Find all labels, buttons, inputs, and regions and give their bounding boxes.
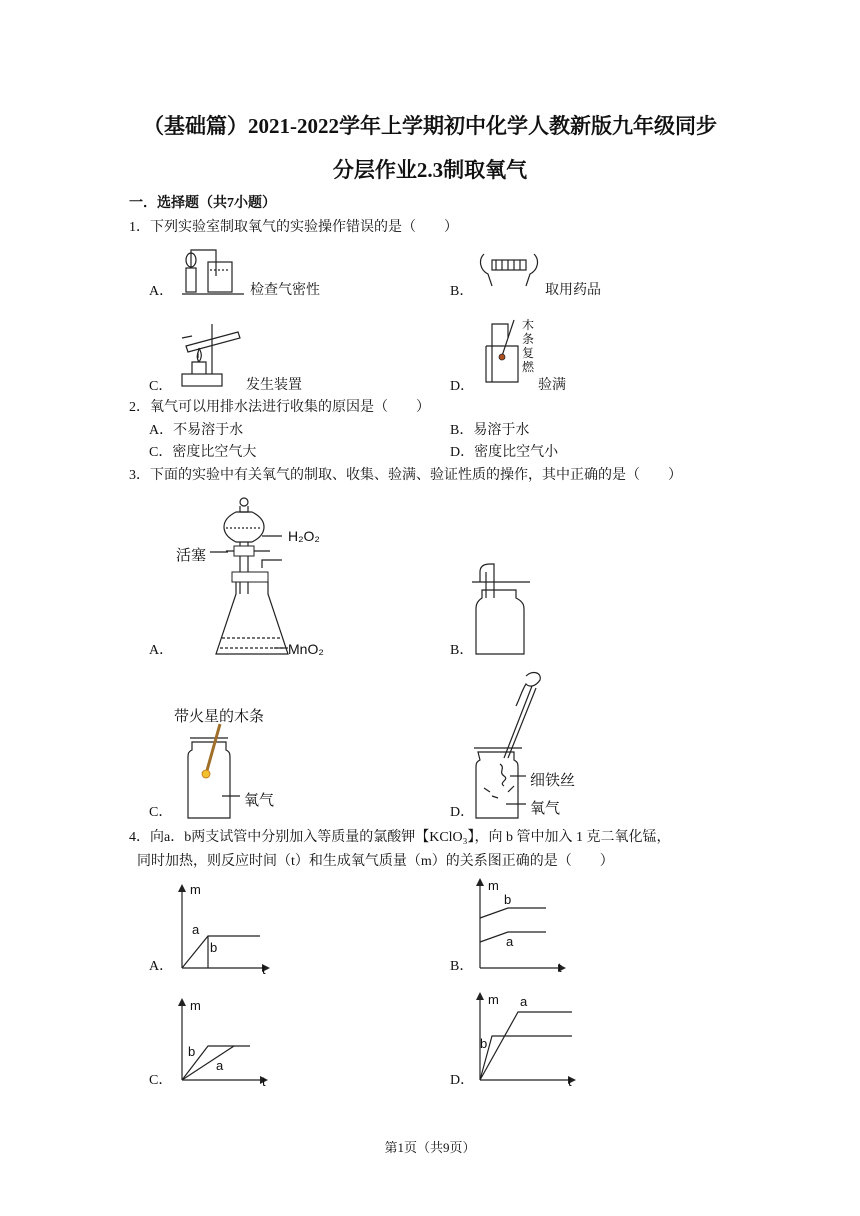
q4-b-axis-m: m	[488, 878, 499, 893]
q4-d-axis-t: t	[568, 1074, 572, 1089]
q3-option-a-letter: A．	[149, 643, 174, 658]
q3-option-c-letter: C．	[149, 805, 173, 820]
section-heading: 一．选择题（共7小题）	[129, 196, 276, 211]
q4-option-c-letter: C．	[149, 1073, 173, 1088]
q4-d-curve-b: b	[480, 1036, 488, 1051]
q2-option-d: D．密度比空气小	[450, 445, 559, 460]
q4-b-axis-t: t	[558, 960, 562, 975]
q4-a-curve-a: a	[192, 922, 200, 937]
q1-option-a-text: 检查气密性	[250, 283, 320, 298]
q2-option-b: B．易溶于水	[450, 423, 530, 438]
q1-d-splint-label: 木 条 复 燃	[522, 318, 535, 374]
q1-option-c-letter: C．	[149, 379, 173, 394]
q4-b-curve-b: b	[504, 892, 512, 907]
document-title-line1: （基础篇）2021-2022学年上学期初中化学人教新版九年级同步	[143, 114, 717, 138]
q4-a-curve-b: b	[210, 940, 218, 955]
q1-stem: 1．下列实验室制取氧气的实验操作错误的是（ ）	[129, 220, 458, 235]
q4-option-a-letter: A．	[149, 959, 174, 974]
q4-graph-b	[468, 874, 580, 974]
q1-a-airtight-image	[178, 246, 248, 296]
q4-d-axis-m: m	[488, 992, 499, 1007]
q4-c-curve-b: b	[188, 1044, 196, 1059]
q4-stem-line2: 同时加热，则反应时间（t）和生成氧气质量（m）的关系图正确的是（ ）	[137, 854, 614, 869]
q4-graph-d	[468, 988, 580, 1088]
q4-stem-line1: 4．向a．b两支试管中分别加入等质量的氯酸钾【KClO₃】，向 b 管中加入 1 克二氧化锰，	[129, 830, 671, 845]
q3-option-b-letter: B．	[450, 643, 474, 658]
q3-wire-label: 细铁丝	[530, 771, 576, 789]
q1-option-c-text: 发生装置	[246, 378, 302, 393]
q4-d-curve-a: a	[520, 994, 528, 1009]
q3-valve-label: 活塞	[176, 546, 207, 564]
q3-b-collection-image	[470, 558, 534, 658]
q1-option-d-letter: D．	[450, 379, 475, 394]
q4-option-b-letter: B．	[450, 959, 474, 974]
document-title-line2: 分层作业2.3制取氧气	[332, 158, 528, 182]
q4-c-axis-m: m	[190, 998, 201, 1013]
q4-a-axis-t: t	[262, 962, 266, 977]
q1-option-d-text: 验满	[538, 378, 566, 393]
q2-option-a: A．不易溶于水	[149, 423, 244, 438]
q1-option-b-text: 取用药品	[545, 283, 601, 298]
q1-c-generator-image	[178, 318, 250, 390]
q4-graph-c	[170, 994, 280, 1094]
q2-option-c: C．密度比空气大	[149, 445, 257, 460]
q3-d-oxygen-label: 氧气	[530, 799, 561, 817]
q3-option-d-letter: D．	[450, 805, 475, 820]
q4-option-d-letter: D．	[450, 1073, 475, 1088]
q1-b-take-chemical-image	[474, 246, 544, 294]
q4-graph-a	[170, 880, 280, 980]
q2-stem: 2．氧气可以用排水法进行收集的原因是（ ）	[129, 400, 430, 415]
q3-c-oxygen-label: 氧气	[244, 791, 275, 809]
q4-c-curve-a: a	[216, 1058, 224, 1073]
q4-c-axis-t: t	[262, 1074, 266, 1089]
q4-b-curve-a: a	[506, 934, 514, 949]
q3-splint-label: 带火星的木条	[174, 707, 265, 725]
page-footer: 第1页（共9页）	[384, 1140, 476, 1155]
q3-mno2-label: MnO₂	[288, 641, 324, 657]
q3-stem: 3．下面的实验中有关氧气的制取、收集、验满、验证性质的操作，其中正确的是（ ）	[129, 468, 682, 483]
q3-a-generator-image	[170, 494, 340, 664]
q4-a-axis-m: m	[190, 882, 201, 897]
q3-h2o2-label: H₂O₂	[288, 528, 320, 544]
q1-option-a-letter: A．	[149, 284, 174, 299]
q1-option-b-letter: B．	[450, 284, 474, 299]
